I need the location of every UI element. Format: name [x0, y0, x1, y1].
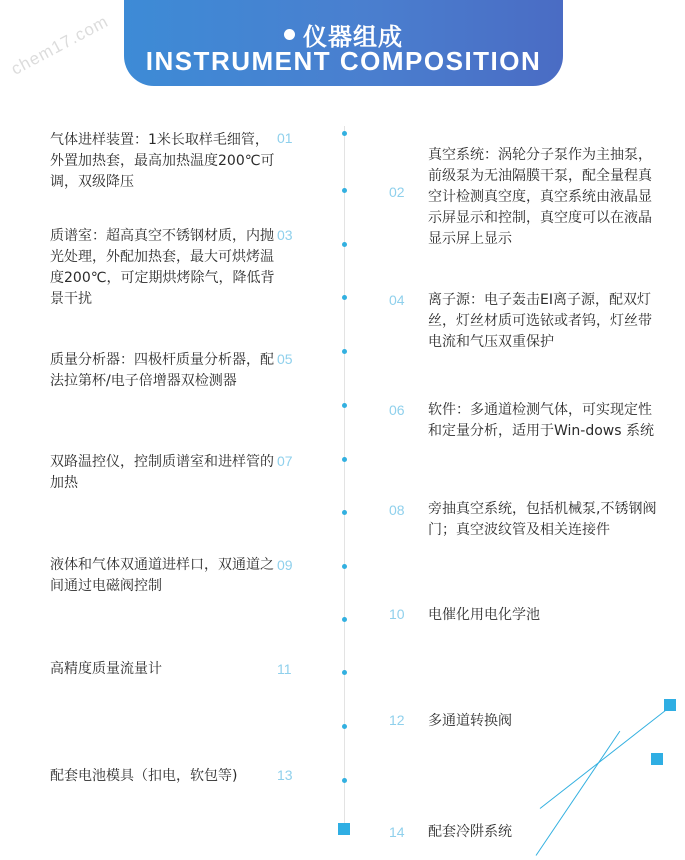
- item-13-text: 配套电池模具（扣电，软包等): [50, 768, 238, 784]
- item-06-text: 软件：多通道检测气体，可实现定性和定量分析，适用于Win-dows 系统: [428, 402, 654, 439]
- timeline-dot: [342, 778, 347, 783]
- title-banner: [124, 0, 563, 86]
- item-06-number: 06: [389, 402, 405, 418]
- item-07-number: 07: [277, 453, 293, 469]
- item-09-text: 液体和气体双通道进样口，双通道之间通过电磁阀控制: [50, 557, 274, 594]
- item-10-text: 电催化用电化学池: [428, 607, 540, 623]
- item-05-text: 质量分析器：四极杆质量分析器，配法拉第杯/电子倍增器双检测器: [50, 352, 274, 389]
- item-14-number: 14: [389, 824, 405, 840]
- timeline-line: [344, 126, 345, 826]
- item-01-number: 01: [277, 130, 293, 146]
- item-12-text: 多通道转换阀: [428, 713, 512, 729]
- item-04-text: 离子源：电子轰击EI离子源，配双灯丝，灯丝材质可选铱或者钨，灯丝带电流和气压双重保护: [428, 292, 652, 350]
- item-02-text: 真空系统：涡轮分子泵作为主抽泵，前级泵为无油隔膜干泵，配全量程真空计检测真空度，真空系统由液晶显示屏显示和控制，真空度可以在液晶显示屏上显示: [428, 147, 652, 247]
- timeline-dot: [342, 295, 347, 300]
- watermark: chem17.com: [8, 11, 112, 79]
- timeline-dot: [342, 510, 347, 515]
- timeline-dot: [342, 564, 347, 569]
- item-13-number: 13: [277, 767, 293, 783]
- timeline-dot: [342, 188, 347, 193]
- timeline-dot: [342, 724, 347, 729]
- item-04-number: 04: [389, 292, 405, 308]
- item-03-number: 03: [277, 227, 293, 243]
- title-en: INSTRUMENT COMPOSITION: [145, 46, 542, 76]
- bullet-dot-icon: [284, 29, 295, 40]
- title-cn-text: 仪器组成: [303, 23, 403, 51]
- deco-square: [651, 753, 663, 765]
- item-08-text: 旁抽真空系统，包括机械泵,不锈钢阀门；真空波纹管及相关连接件: [428, 501, 657, 538]
- item-02-number: 02: [389, 184, 405, 200]
- timeline-dot: [342, 349, 347, 354]
- timeline-dot: [342, 403, 347, 408]
- item-14-text: 配套冷阱系统: [428, 824, 512, 840]
- item-07-text: 双路温控仪，控制质谱室和进样管的加热: [50, 454, 274, 491]
- item-11-number: 11: [277, 661, 292, 677]
- item-11-text: 高精度质量流量计: [50, 661, 162, 677]
- timeline-dot: [342, 131, 347, 136]
- deco-square: [664, 699, 676, 711]
- timeline-dot: [342, 242, 347, 247]
- item-03-text: 质谱室：超高真空不锈钢材质，内抛光处理，外配加热套，最大可烘烤温度200℃，可定期烘烤除气，降低背景干扰: [50, 228, 275, 307]
- item-09-number: 09: [277, 557, 293, 573]
- item-05-number: 05: [277, 351, 293, 367]
- timeline-dot: [342, 617, 347, 622]
- timeline-end-square: [338, 823, 350, 835]
- item-10-number: 10: [389, 606, 405, 622]
- timeline-dot: [342, 457, 347, 462]
- item-01-text: 气体进样装置：1米长取样毛细管，外置加热套，最高加热温度200℃可调，双级降压: [50, 132, 275, 190]
- item-08-number: 08: [389, 502, 405, 518]
- item-12-number: 12: [389, 712, 405, 728]
- timeline-dot: [342, 670, 347, 675]
